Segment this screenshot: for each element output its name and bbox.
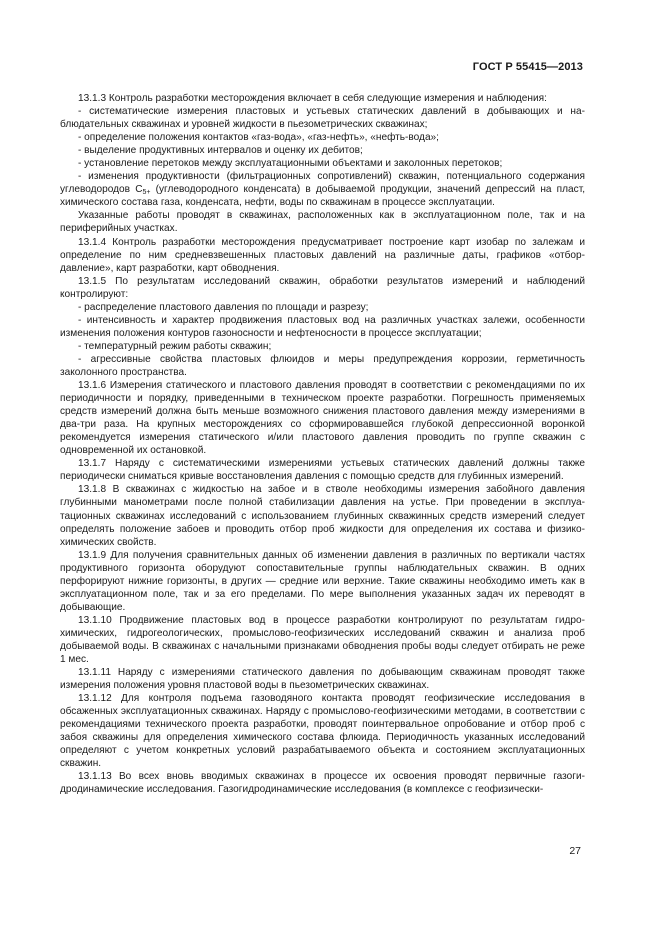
paragraph-13-1-4: 13.1.4 Контроль разработки месторождения предусматривает построение карт изобар по залежам и определение по ним средневзвешенных пластовых давлений на различные даты, графиков «отбор-давление», карт разработки, карт обводнения.	[60, 236, 585, 274]
paragraph-13-1-13: 13.1.13 Во всех вновь вводимых скважинах в процессе их освоения проводят первичные газогидродинамические исследования. Газогидродинамические исследования (в комплексе с геофизически-	[60, 771, 585, 796]
list-item: - выделение продуктивных интервалов и оценку их дебитов;	[78, 145, 363, 157]
list-item: - температурный режим работы скважин;	[78, 340, 272, 352]
paragraph-13-1-9: 13.1.9 Для получения сравнительных данных об изменении давления в различных по вертикали частях продуктивного горизонта оборудуют сопоставительные группы наблюдательных скважин. В одних перфорируют нижние горизонты, в других — средние или верхние. Такие скважины необходимо иметь как в эксплуатационном поле, так и за его пределами. По мере выполнения указанных задач их переводят в добывающие.	[60, 549, 585, 613]
list-item: - систематические измерения пластовых и устьевых статических давлений в добывающих и наблюдательных скважинах и уровней жидкости в пьезометрических скважинах;	[60, 106, 585, 131]
list-item: - агрессивные свойства пластовых флюидов и меры предупреждения коррозии, герметичность заколонного пространства.	[60, 353, 585, 378]
list-item-text: (углеводородного конденсата) в добываемой продукции, значений депрессий на пласт, химического состава газа, конденсата, нефти, воды по скважинам в процессе эксплуатации.	[60, 184, 585, 209]
list-item: - распределение пластового давления по площади и разрезу;	[78, 301, 369, 313]
paragraph-13-1-8: 13.1.8 В скважинах с жидкостью на забое и в стволе необходимы измерения забойного давления глубинными манометрами после полной стабилизации давления на устье. При проведении в эксплуатационных скважинах исследований с использованием глубинных скважинных средств измерений следует определять положение забоев и проводить отбор проб жидкости для определения их состава и физико-химических свойств.	[60, 484, 585, 548]
paragraph-13-1-11: 13.1.11 Наряду с измерениями статического давления по добывающим скважинам проводят также измерения положения уровня пластовой воды в пьезометрических скважинах.	[60, 667, 585, 692]
list-item: - установление перетоков между эксплуатационными объектами и заколонных перетоков;	[78, 158, 503, 170]
paragraph: Указанные работы проводят в скважинах, расположенных как в эксплуатационном поле, так и на периферийных участках.	[60, 210, 585, 235]
body-text	[60, 92, 585, 797]
paragraph-13-1-3: 13.1.3 Контроль разработки месторождения включает в себя следующие измерения и наблюдения:	[78, 93, 547, 104]
list-item	[60, 170, 585, 209]
list-item-text: - изменения продуктивности (фильтрационных сопротивлений) скважин, потенциального содержания углеводородов С	[60, 171, 585, 196]
subscript: 5+	[142, 189, 151, 197]
standard-header: ГОСТ Р 55415—2013	[472, 61, 583, 73]
paragraph-13-1-12: 13.1.12 Для контроля подъема газоводяного контакта проводят геофизические исследования в обсаженных эксплуатационных скважинах. Наряду с промыслово-геофизическими методами, в соответствии с рекомендациями технического проекта разработки, проводят поинтервальное опробование и отбор проб с забоя скважины для определения химического состава флюида. Периодичность указанных исследований определяют с учетом конкретных условий разрабатываемого объекта и состоянием эксплуатационных скважин.	[60, 693, 585, 770]
paragraph-13-1-6: 13.1.6 Измерения статического и пластового давления проводят в соответствии с рекомендациями по их периодичности и порядку, приведенными в техническом проекте разработки. Погрешность применяемых средств измерений должна быть меньше возможного снижения пластового давления между измерениями в два-три раза. На крупных месторождениях со сформировавшейся глубокой депрессионной воронкой рекомендуется измерения статического и/или пластового давления проводить по группе скважин с одновременной их остановкой.	[60, 380, 585, 457]
paragraph-13-1-10: 13.1.10 Продвижение пластовых вод в процессе разработки контролируют по результатам гидрохимических, гидрогеологических, промыслово-геофизических исследований скважин и анализа проб добываемой воды. В скважинах с начальными признаками обводнения пробы воды следует отбирать не реже 1 мес.	[60, 614, 585, 666]
page-number: 27	[569, 845, 581, 857]
list-item: - определение положения контактов «газ-вода», «газ-нефть», «нефть-вода»;	[78, 132, 439, 144]
paragraph-13-1-7: 13.1.7 Наряду с систематическими измерениями устьевых статических давлений должны также периодически сниматься кривые восстановления давления с помощью средств для глубинных измерений.	[60, 458, 585, 483]
paragraph-13-1-5: 13.1.5 По результатам исследований скважин, обработки результатов измерений и наблюдений контролируют:	[60, 275, 585, 300]
list-item: - интенсивность и характер продвижения пластовых вод на различных участках залежи, особенности изменения положения контуров газоносности и нефтеносности в процессе эксплуатации;	[60, 314, 585, 339]
